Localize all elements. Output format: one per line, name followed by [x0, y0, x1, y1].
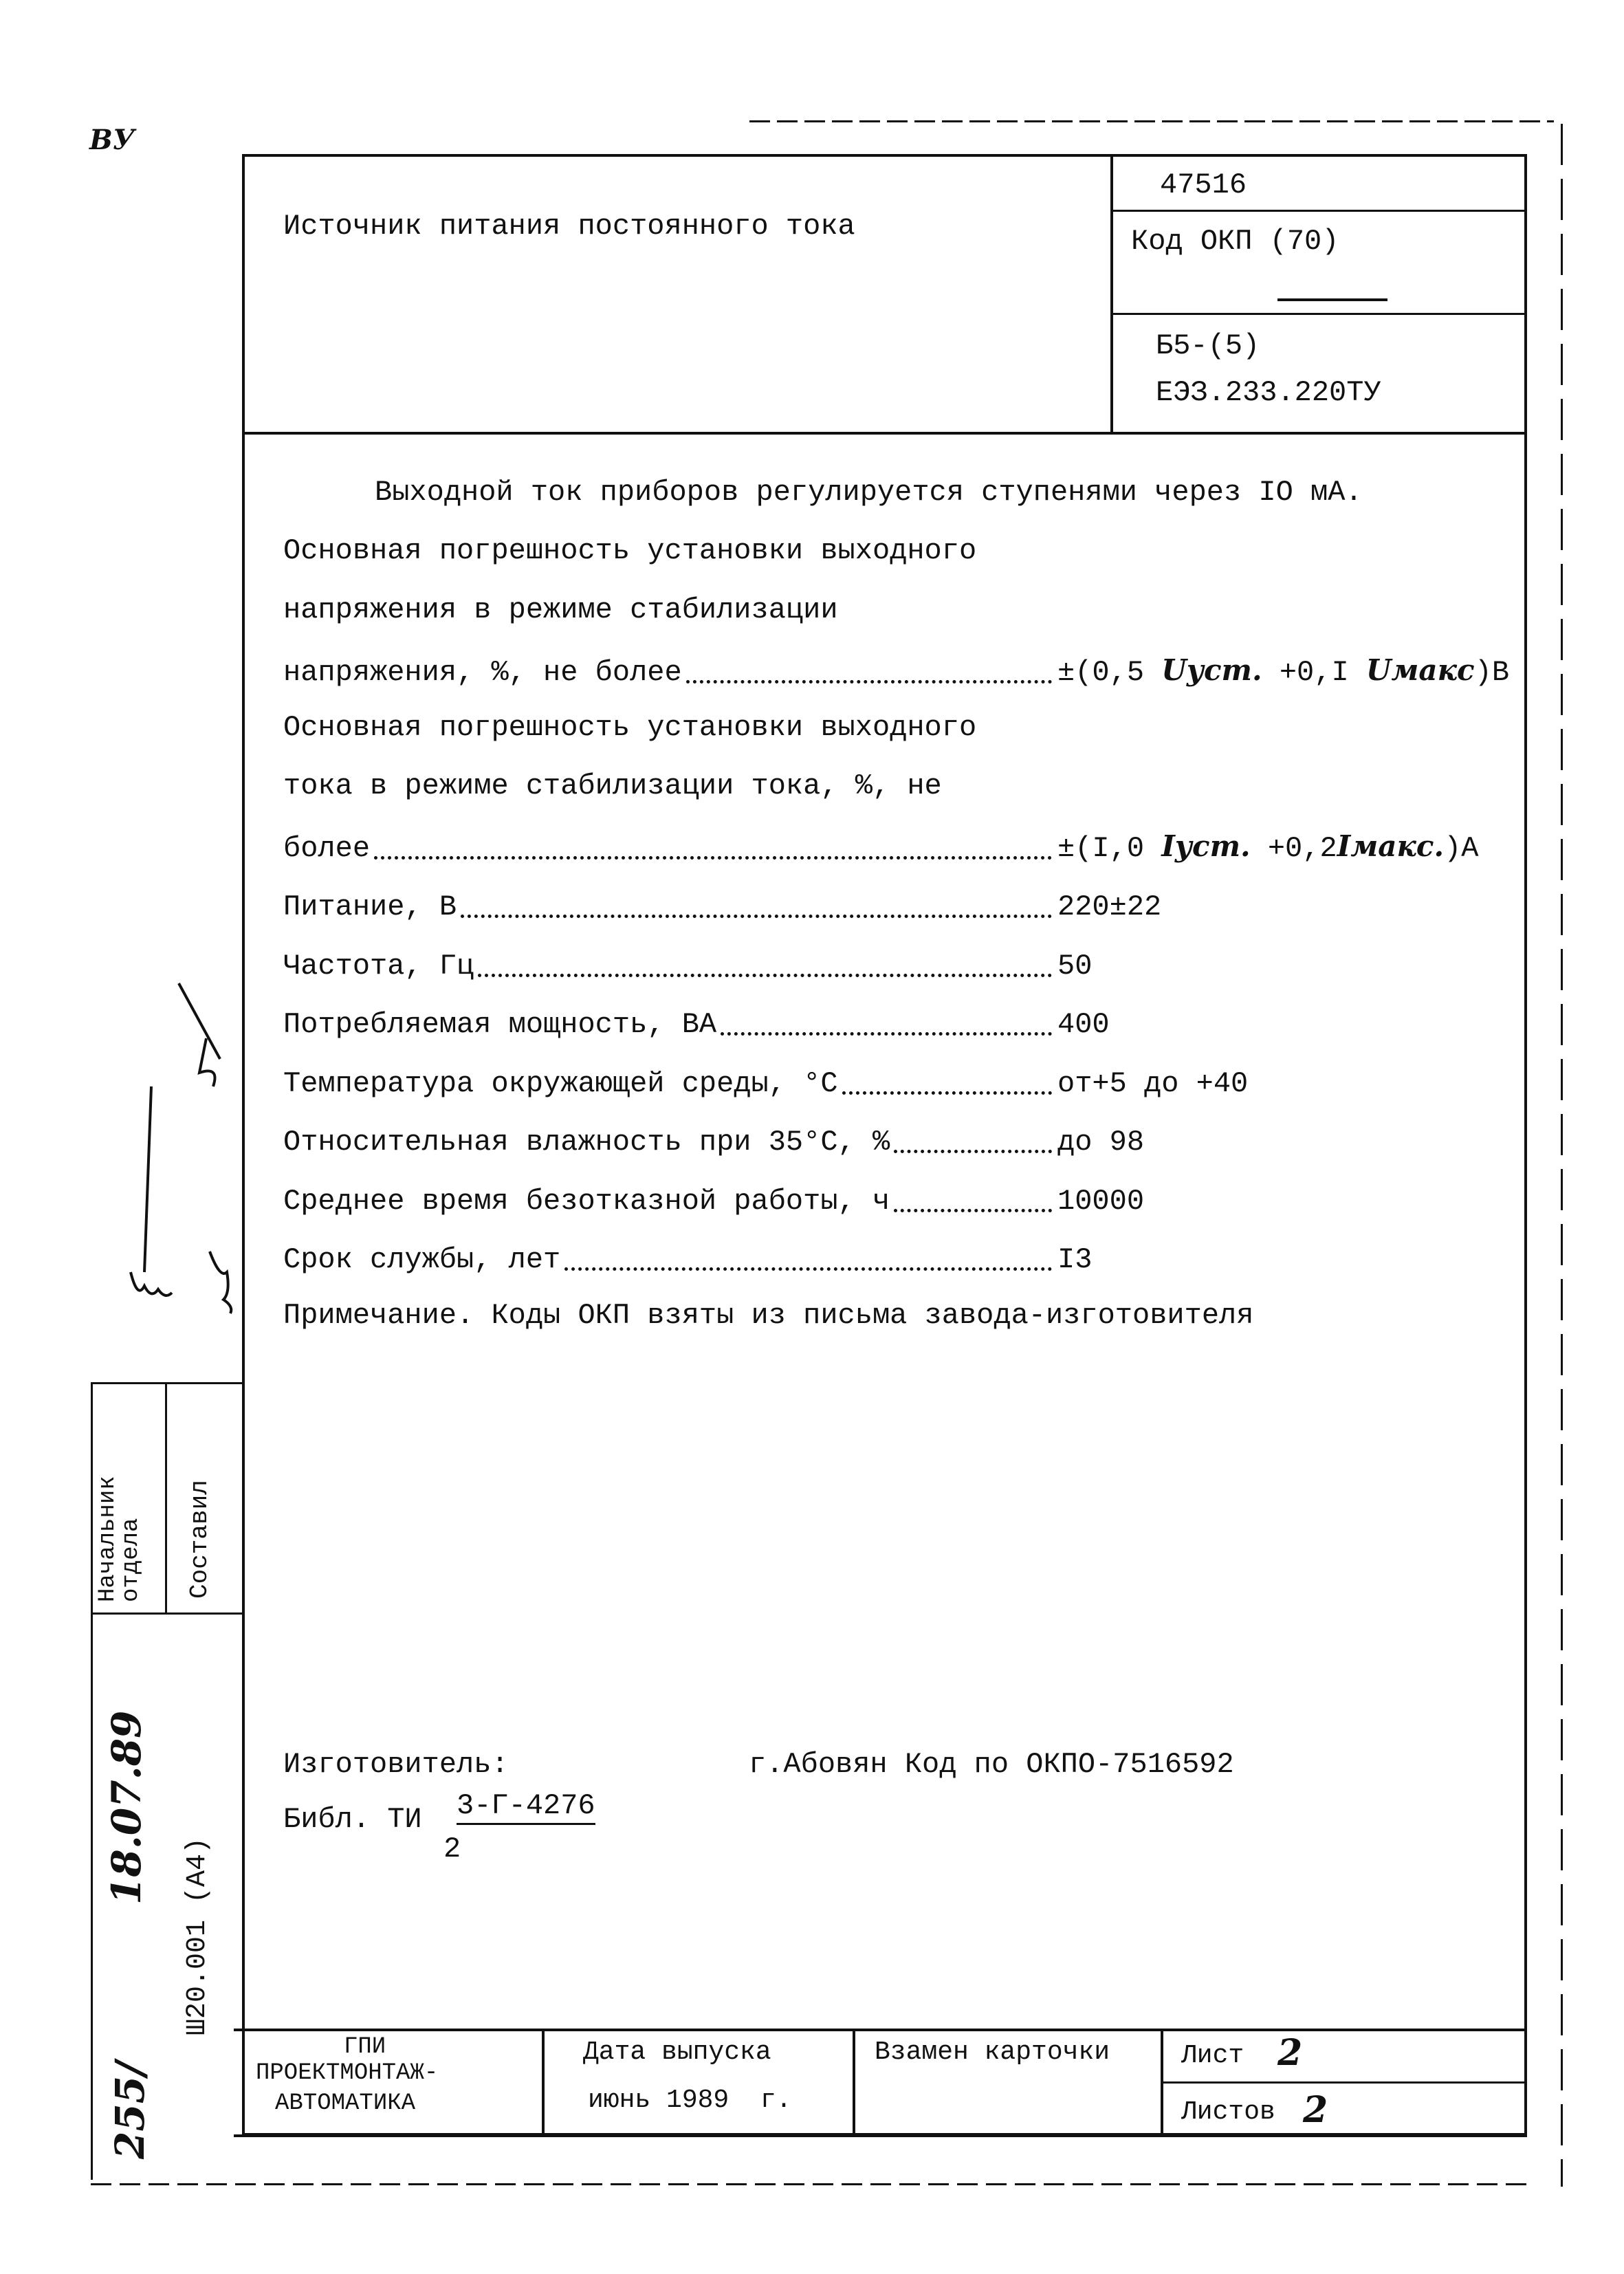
header-divider	[242, 432, 1527, 435]
margin-line	[165, 1382, 167, 1612]
model-number: Б5-(5)	[1156, 329, 1260, 362]
spec-row	[283, 1066, 1480, 1100]
value-part: +0,2	[1250, 832, 1337, 865]
intro-text: Выходной ток приборов регулируется ступенями через IO мА.	[375, 476, 1363, 509]
body-text: Основная погрешность установки выходного	[283, 711, 977, 744]
manufacturer-label: Изготовитель:	[283, 1748, 509, 1781]
spec-row	[283, 948, 1480, 983]
dotted-leader	[894, 1209, 1052, 1212]
spec-row	[283, 889, 1480, 923]
compiled-by-label: Составил	[186, 1480, 214, 1599]
header-vertical	[1110, 154, 1113, 433]
library-denominator: 2	[443, 1833, 461, 1866]
row-label: напряжения, %, не более	[283, 656, 682, 689]
header-cell-line	[1110, 210, 1527, 212]
head-of-dept-label: Начальник отдела	[95, 1476, 144, 1602]
spec-value: до 98	[1057, 1126, 1145, 1159]
footer-row-line	[1161, 2081, 1527, 2084]
org-line: АВТОМАТИКА	[275, 2090, 416, 2117]
value-part: ±(0,5	[1057, 656, 1162, 689]
footer-top-line	[234, 2029, 1527, 2031]
library-prefix: Библ. ТИ	[283, 1803, 422, 1836]
sheets-value: 2	[1303, 2089, 1328, 2131]
release-label: Дата выпуска	[583, 2037, 771, 2067]
signature-icon	[103, 976, 241, 1368]
code-number: 47516	[1160, 168, 1247, 201]
spec-label: Частота, Гц	[283, 949, 474, 983]
current-error-row	[283, 831, 1480, 865]
library-numerator: 3-Г-4276	[457, 1791, 595, 1825]
dotted-leader	[721, 1032, 1052, 1036]
footer-col-line	[542, 2029, 545, 2136]
voltage-error-row	[283, 653, 1510, 689]
okp-blank-line	[1277, 298, 1387, 301]
org-line: ГПИ	[344, 2034, 386, 2060]
spec-label: Температура окружающей среды, °С	[283, 1067, 838, 1100]
org-line: ПРОЕКТМОНТАЖ-	[256, 2060, 439, 2086]
value-part: ±(I,0	[1057, 832, 1162, 865]
dotted-leader	[374, 856, 1052, 860]
release-date: июнь 1989 г.	[588, 2086, 792, 2115]
spec-row	[283, 1124, 1480, 1159]
row-value	[1057, 653, 1509, 689]
spec-value: 400	[1057, 1008, 1110, 1041]
value-part: Uуст.	[1161, 653, 1262, 687]
spec-value: 50	[1057, 949, 1093, 983]
spec-row	[283, 1183, 1480, 1218]
okp-code-label: Код ОКП (70)	[1131, 225, 1339, 258]
registration-number: 255/	[107, 2061, 153, 2159]
corner-mark: ВУ	[89, 124, 135, 156]
sheet-label: Лист	[1181, 2041, 1244, 2070]
row-value	[1057, 829, 1479, 865]
header-cell-line	[1110, 313, 1527, 315]
value-part: +0,I	[1262, 656, 1366, 689]
value-part: )A	[1444, 832, 1479, 865]
header-top-line	[242, 154, 1527, 157]
sheets-label: Листов	[1181, 2097, 1275, 2127]
spec-number: ЕЭЗ.233.220ТУ	[1156, 376, 1381, 409]
value-part: Iуст.	[1161, 829, 1251, 863]
footer-bottom-line	[234, 2134, 1527, 2137]
body-text: Основная погрешность установки выходного	[283, 534, 977, 567]
spec-label: Потребляемая мощность, ВА	[283, 1008, 717, 1041]
spec-label: Срок службы, лет	[283, 1243, 561, 1276]
spec-value: 220±22	[1057, 890, 1162, 923]
margin-line	[91, 1382, 93, 2180]
body-text: тока в режиме стабилизации тока, %, не	[283, 769, 942, 802]
product-title: Источник питания постоянного тока	[283, 210, 855, 243]
dotted-leader	[564, 1267, 1052, 1271]
replaces-label: Взамен карточки	[875, 2037, 1110, 2067]
spec-value: от+5 до +40	[1057, 1067, 1249, 1100]
spec-row	[283, 1007, 1480, 1041]
bottom-dashed-line	[91, 2183, 1535, 2185]
spec-value: 10000	[1057, 1184, 1145, 1218]
spec-label: Среднее время безотказной работы, ч	[283, 1184, 890, 1218]
row-label: более	[283, 832, 371, 865]
right-edge-line	[1561, 124, 1563, 2187]
form-code: Ш20.001 (А4)	[182, 1837, 213, 2035]
spec-row	[283, 1242, 1480, 1276]
note-text: Примечание. Коды ОКП взяты из письма завода-изготовителя	[283, 1299, 1254, 1332]
dotted-leader	[461, 915, 1052, 918]
dotted-leader	[894, 1150, 1052, 1153]
margin-line	[91, 1612, 242, 1615]
top-dashed-line	[749, 120, 1554, 122]
sheet-value: 2	[1277, 2032, 1303, 2074]
spec-value: I3	[1057, 1243, 1093, 1276]
signature-date: 18.07.89	[103, 1710, 150, 1905]
dotted-leader	[478, 974, 1052, 977]
dotted-leader	[686, 680, 1052, 684]
value-part: Uмакс	[1365, 653, 1475, 687]
value-part: )B	[1474, 656, 1510, 689]
footer-col-line	[853, 2029, 855, 2136]
value-part: Iмакс.	[1337, 829, 1445, 863]
spec-label: Питание, В	[283, 890, 457, 923]
manufacturer-location: г.Абовян Код по ОКПО-7516592	[749, 1748, 1234, 1781]
body-text: напряжения в режиме стабилизации	[283, 593, 838, 626]
dotted-leader	[842, 1091, 1052, 1095]
spec-label: Относительная влажность при 35°С, %	[283, 1126, 890, 1159]
